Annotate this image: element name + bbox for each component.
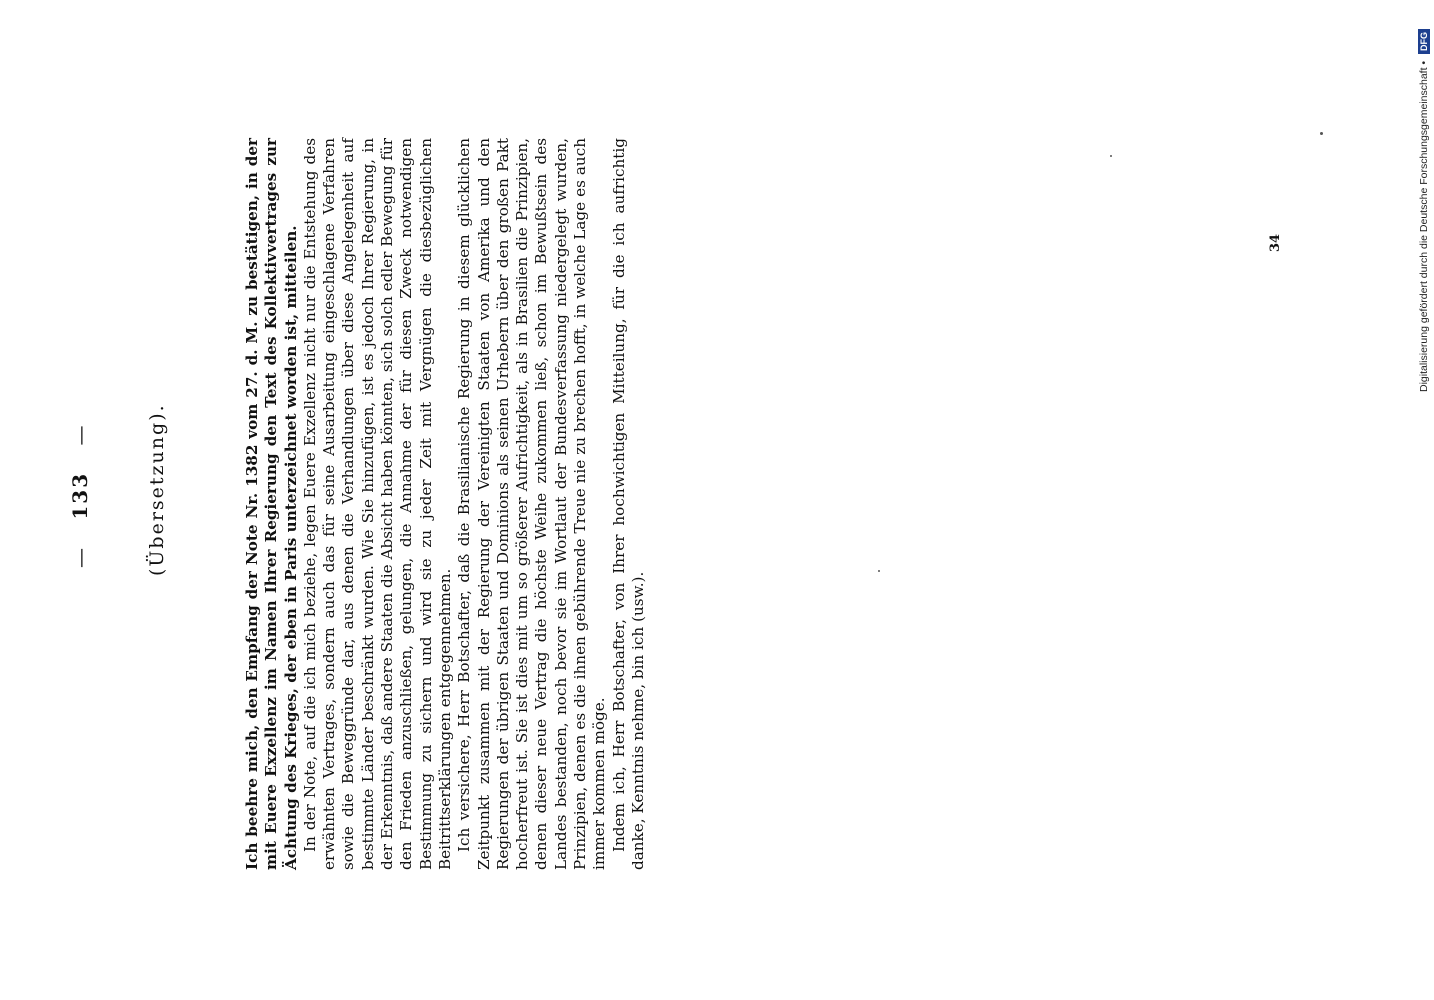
header-dash-left: — <box>68 546 92 568</box>
paragraph-2: In der Note, auf die ich mich beziehe, legen Euere Exzellenz nicht nur die Entstehung des erwähnten Vertrages, sondern auch das für seine Ausarbeitung eingeschlagene Verfahren sowie die Beweggründe dar, aus denen die Verhandlungen über diese Angelegenheit auf bestimmte Länder beschränkt wurden. Wie Sie hinzufügen, ist es jedoch Ihrer Regierung, in der Erkenntnis, daß andere Staaten die Absicht haben könnten, sich solch edler Bewegung für den Frieden anzuschließen, gelungen, die Annahme der für diesen Zweck notwendigen Bestimmung zu sichern und wird sie zu jeder Zeit mit Vergnügen die diesbezüglichen Beitrittserklärungen entgegennehmen. <box>300 138 454 870</box>
paragraph-1: Ich beehre mich, den Empfang der Note Nr. 1382 vom 27. d. M. zu bestätigen, in der mit Euere Exzellenz im Namen Ihrer Regierung den Text des Kollektivvertrages zur Ächtung des Krieges, der eben in Paris unterzeichnet worden ist, mitteilen. <box>243 138 300 870</box>
body-text <box>243 138 648 870</box>
scan-speck <box>878 570 880 572</box>
footer-number: 34 <box>1268 233 1283 252</box>
scan-speck <box>1320 132 1323 135</box>
page-header <box>68 424 92 568</box>
scan-speck <box>1110 155 1112 157</box>
translation-heading: (Übersetzung). <box>146 403 168 576</box>
page-number: 133 <box>68 471 92 520</box>
paragraph-3: Ich versichere, Herr Botschafter, daß die Brasilianische Regierung in diesem glücklichen Zeitpunkt zusammen mit der Regierung der Vereinigten Staaten von Amerika und den Regierungen der übrigen Staaten und Dominions als seinen Urhebern über den großen Pakt hocherfreut ist. Sie ist dies mit um so größerer Aufrichtigkeit, als in Brasilien die Prinzipien, denen dieser neue Vertrag die höchste Weihe zukommen ließ, schon im Bewußtsein des Landes bestanden, noch bevor sie im Wortlaut der Bundesverfassung niedergelegt wurden, Prinzipien, denen es die ihnen gebührende Treue nie zu brechen hofft, in welche Lage es auch immer kommen möge. <box>455 138 609 870</box>
paragraph-4: Indem ich, Herr Botschafter, von Ihrer hochwichtigen Mitteilung, für die ich aufrichtig danke, Kenntnis nehme, bin ich (usw.). <box>609 138 647 870</box>
digitization-credit <box>1418 29 1430 392</box>
header-dash-right: — <box>68 423 92 446</box>
credit-text: Digitalisierung gefördert durch die Deutsche Forschungsgemeinschaft • <box>1418 60 1430 392</box>
dfg-logo: DFG <box>1418 29 1430 54</box>
